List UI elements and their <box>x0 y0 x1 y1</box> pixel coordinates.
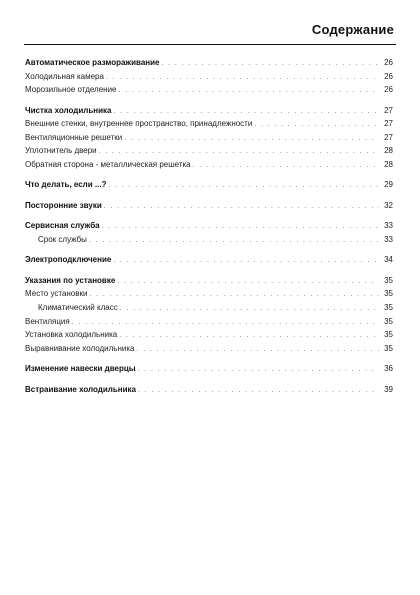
toc-entry[interactable] <box>25 117 393 131</box>
toc-entry-label: Изменение навески дверцы <box>25 364 136 374</box>
toc-leader-dots <box>104 200 379 214</box>
toc-entry-label: Место установки <box>25 289 88 299</box>
toc-leader-dots <box>89 288 379 302</box>
toc-entry[interactable] <box>25 362 393 376</box>
toc-entry-label: Встраивание холодильника <box>25 384 136 394</box>
toc-entry[interactable] <box>25 274 393 288</box>
toc-page-number: 26 <box>384 71 393 81</box>
toc-page-number: 35 <box>384 302 393 312</box>
toc-page-number: 28 <box>384 146 393 156</box>
toc-entry-label: Электроподключение <box>25 255 112 265</box>
toc-entry[interactable] <box>25 158 393 172</box>
toc-entry-label: Чистка холодильника <box>25 105 112 115</box>
toc-page-number: 35 <box>384 316 393 326</box>
toc-entry[interactable] <box>25 178 393 192</box>
toc-page-number: 27 <box>384 105 393 115</box>
toc-entry-label: Указания по установке <box>25 275 116 285</box>
toc-leader-dots <box>124 132 379 146</box>
toc-entry-label: Посторонние звуки <box>25 200 102 210</box>
toc-page-number: 29 <box>384 180 393 190</box>
toc-leader-dots <box>120 302 379 316</box>
toc-entry[interactable] <box>25 328 393 342</box>
toc-page-number: 35 <box>384 275 393 285</box>
toc-entry[interactable] <box>25 83 393 97</box>
toc-entry[interactable] <box>25 342 393 356</box>
toc-leader-dots <box>89 234 379 248</box>
toc-leader-dots <box>137 343 380 357</box>
toc-entry[interactable] <box>25 301 393 315</box>
toc-entry-label: Холодильная камера <box>25 71 104 81</box>
toc-leader-dots <box>119 84 380 98</box>
toc-page-number: 35 <box>384 343 393 353</box>
toc-entry-label: Что делать, если ...? <box>25 180 107 190</box>
toc-page-number: 33 <box>384 234 393 244</box>
toc-entry-label: Установка холодильника <box>25 330 118 340</box>
toc-entry-label: Климатический класс <box>38 302 118 312</box>
toc-leader-dots <box>106 71 379 85</box>
toc-page-number: 33 <box>384 221 393 231</box>
toc-entry[interactable] <box>25 315 393 329</box>
toc-entry[interactable] <box>25 219 393 233</box>
toc-page-number: 35 <box>384 289 393 299</box>
toc-leader-dots <box>117 275 379 289</box>
toc-leader-dots <box>99 145 379 159</box>
toc-entry[interactable] <box>25 233 393 247</box>
toc-leader-dots <box>102 220 379 234</box>
toc-entry-label: Вентиляционные решетки <box>25 132 123 142</box>
toc-entry-label: Морозильное отделение <box>25 85 117 95</box>
toc-leader-dots <box>254 118 379 132</box>
toc-page-number: 28 <box>384 160 393 170</box>
toc-entry[interactable] <box>25 144 393 158</box>
toc-page-number: 36 <box>384 364 393 374</box>
toc-page-number: 26 <box>384 58 393 67</box>
toc-page-number: 27 <box>384 119 393 129</box>
toc-entry-label: Обратная сторона - металлическая решетка <box>25 160 191 170</box>
toc-leader-dots <box>113 105 379 119</box>
toc-entry-label: Сервисная служба <box>25 221 100 231</box>
toc-leader-dots <box>72 316 379 330</box>
toc-entry[interactable] <box>25 287 393 301</box>
toc-entry[interactable] <box>25 131 393 145</box>
toc-entry[interactable] <box>25 56 393 70</box>
toc-page-number: 27 <box>384 132 393 142</box>
toc-entry[interactable] <box>25 70 393 84</box>
toc-leader-dots <box>108 179 379 193</box>
toc-entry[interactable] <box>25 104 393 118</box>
toc-leader-dots <box>113 254 379 268</box>
toc-page-number: 34 <box>384 255 393 265</box>
toc-page-number: 32 <box>384 200 393 210</box>
toc-leader-dots <box>119 329 379 343</box>
toc-entry-label: Уплотнитель двери <box>25 146 97 156</box>
toc-leader-dots <box>193 159 379 173</box>
toc-entry[interactable] <box>25 199 393 213</box>
toc-leader-dots <box>138 363 379 377</box>
toc-page-number: 39 <box>384 384 393 394</box>
toc-page-number: 26 <box>384 85 393 95</box>
table-of-contents <box>25 56 393 396</box>
toc-entry-label: Вентиляция <box>25 316 70 326</box>
toc-entry[interactable] <box>25 253 393 267</box>
toc-leader-dots <box>161 57 379 71</box>
toc-entry-label: Выравнивание холодильника <box>25 343 135 353</box>
toc-page-number: 35 <box>384 330 393 340</box>
toc-entry-label: Автоматическое размораживание <box>25 58 160 67</box>
page-title: Содержание <box>311 22 394 37</box>
toc-entry-label: Срок службы <box>38 234 87 244</box>
toc-entry-label: Внешние стенки, внутреннее пространство, принадлежности <box>25 119 253 129</box>
toc-entry[interactable] <box>25 383 393 397</box>
header-divider <box>24 44 396 45</box>
toc-leader-dots <box>138 384 379 398</box>
